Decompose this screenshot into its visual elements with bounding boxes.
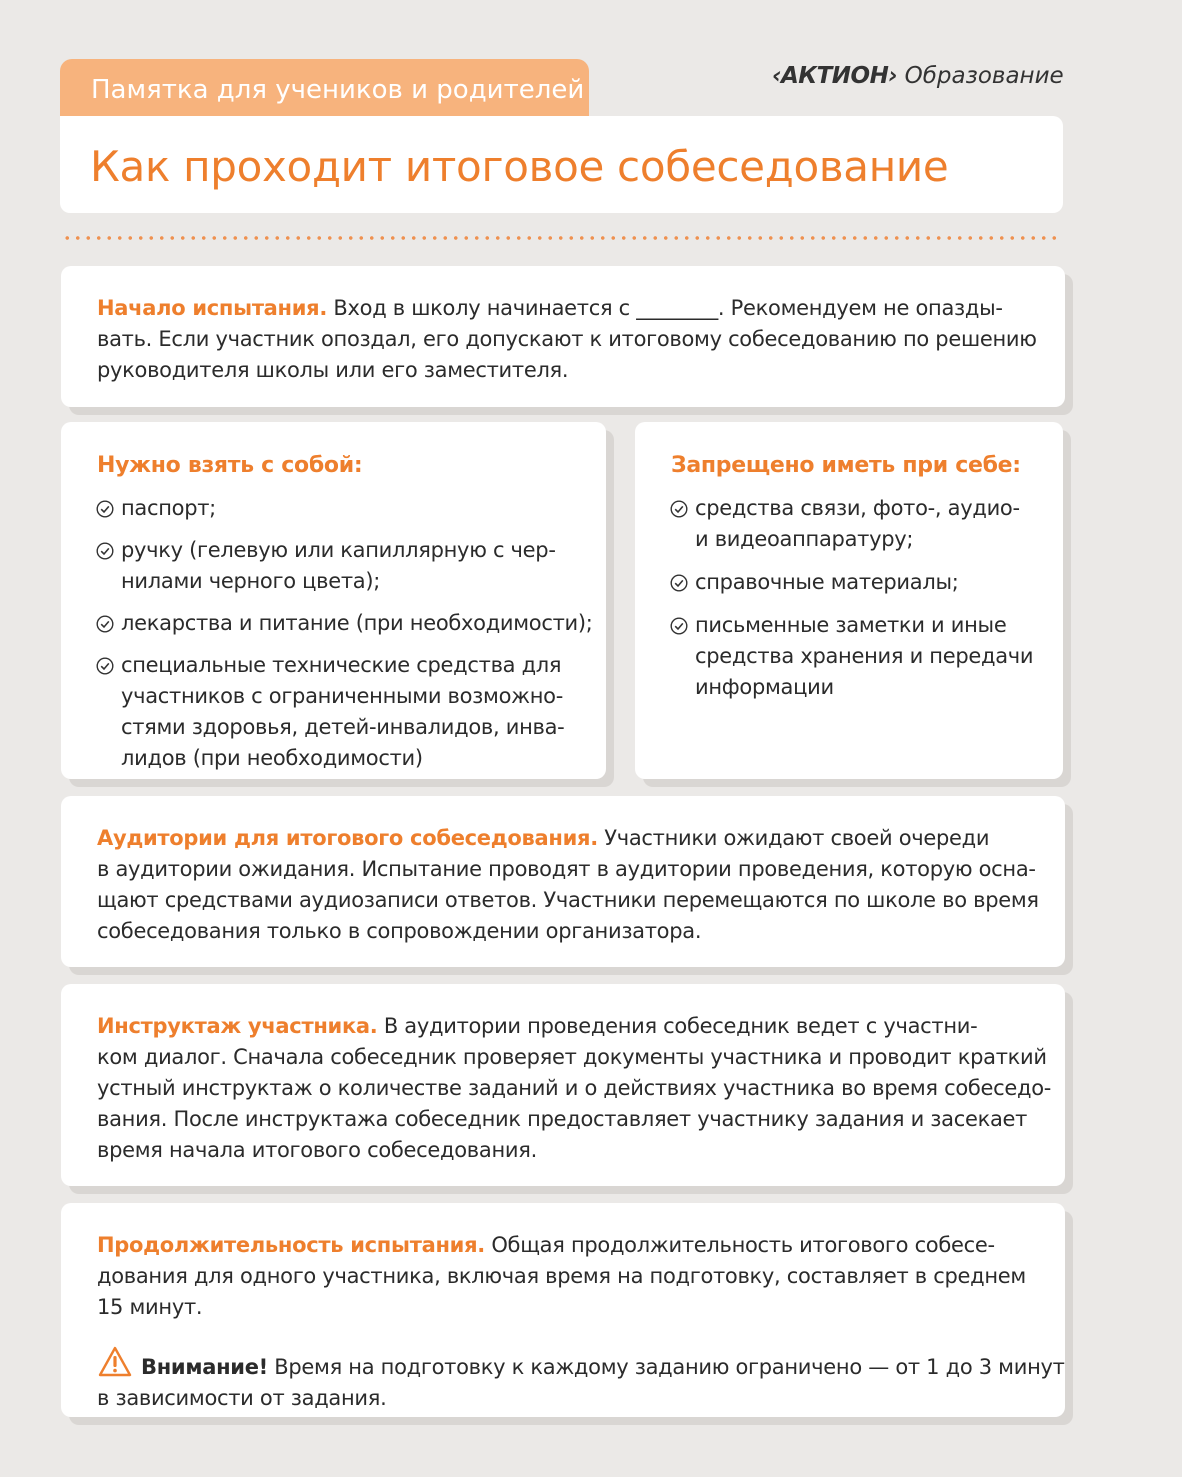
briefing-text-line: вания. После инструктажа собеседник предоставляет участнику задания и засекает <box>97 1107 1028 1131</box>
briefing-text-line: время начала итогового собеседования. <box>97 1138 537 1162</box>
duration-text-line: дования для одного участника, включая время на подготовку, составляет в среднем <box>97 1264 1026 1288</box>
page-title: Как проходит итоговое собеседование <box>90 142 949 191</box>
dotted-divider <box>62 236 1060 240</box>
rooms-card <box>61 796 1065 967</box>
duration-heading: Продолжительность испытания. <box>97 1233 485 1257</box>
brand-logo <box>772 60 1072 92</box>
briefing-text-line: ком диалог. Сначала собеседник проверяет документы участника и проводит краткий <box>97 1045 1047 1069</box>
check-circle-icon <box>670 574 688 592</box>
check-circle-icon <box>96 615 114 633</box>
rooms-text-line: в аудитории ожидания. Испытание проводят в аудитории проведения, которую осна- <box>97 857 1036 881</box>
briefing-text-line: устный инструктаж о количестве заданий и о действиях участника во время собеседо- <box>97 1076 1052 1100</box>
list-item: средства связи, фото-, аудио- и видеоаппаратуру; <box>671 493 1063 555</box>
brand-subtitle: Образование <box>904 63 1064 89</box>
start-text-line: вать. Если участник опоздал, его допускают к итоговому собеседованию по решению <box>97 327 1037 351</box>
warning-triangle-icon <box>97 1345 133 1379</box>
list-item: лекарства и питание (при необходимости); <box>97 608 606 639</box>
list-item: письменные заметки и иные средства хранения и передачи информации <box>671 610 1063 703</box>
warning-text: Время на подготовку к каждому заданию ограничено — от 1 до 3 минут <box>267 1355 1065 1379</box>
briefing-heading: Инструктаж участника. <box>97 1014 378 1038</box>
briefing-card <box>61 984 1065 1186</box>
list-item: ручку (гелевую или капиллярную с чер- нилами черного цвета); <box>97 535 606 597</box>
brand-name: ‹АКТИОН› <box>772 63 898 89</box>
memo-tab: Памятка для учеников и родителей <box>60 59 589 116</box>
bring-list <box>97 493 606 774</box>
check-circle-icon <box>670 500 688 518</box>
rooms-text-line: собеседования только в сопровождении организатора. <box>97 919 702 943</box>
list-item: справочные материалы; <box>671 567 1063 598</box>
warning-text-line: в зависимости от задания. <box>97 1386 387 1410</box>
forbidden-card <box>635 422 1063 779</box>
warning-note <box>97 1345 1065 1383</box>
title-card <box>60 116 1063 213</box>
check-circle-icon <box>96 542 114 560</box>
briefing-text-line: Инструктаж участника. В аудитории проведения собеседник ведет с участни- <box>97 1014 978 1038</box>
duration-text-line: 15 минут. <box>97 1295 203 1319</box>
start-text-line: Начало испытания. Вход в школу начинается с ________. Рекомендуем не опазды- <box>97 296 1003 320</box>
start-card <box>61 266 1065 407</box>
list-item: паспорт; <box>97 493 606 524</box>
warning-label: Внимание! <box>141 1355 268 1379</box>
start-text-line: руководителя школы или его заместителя. <box>97 358 569 382</box>
check-circle-icon <box>96 657 114 675</box>
check-circle-icon <box>96 500 114 518</box>
duration-text-line: Продолжительность испытания. Общая продолжительность итогового собесе- <box>97 1233 995 1257</box>
forbidden-list <box>671 493 1063 703</box>
bring-card <box>61 422 606 779</box>
duration-card <box>61 1203 1065 1417</box>
list-item: специальные технические средства для участников с ограниченными возможно- стями здоровья, детей-инвалидов, инва- лидов (при необходимости) <box>97 650 606 774</box>
rooms-text-line: Аудитории для итогового собеседования. Участники ожидают своей очереди <box>97 826 990 850</box>
rooms-text-line: щают средствами аудиозаписи ответов. Участники перемещаются по школе во время <box>97 888 1039 912</box>
bring-heading: Нужно взять с собой: <box>97 453 363 478</box>
check-circle-icon <box>670 617 688 635</box>
rooms-heading: Аудитории для итогового собеседования. <box>97 826 598 850</box>
start-heading: Начало испытания. <box>97 296 328 320</box>
forbidden-heading: Запрещено иметь при себе: <box>671 453 1021 478</box>
